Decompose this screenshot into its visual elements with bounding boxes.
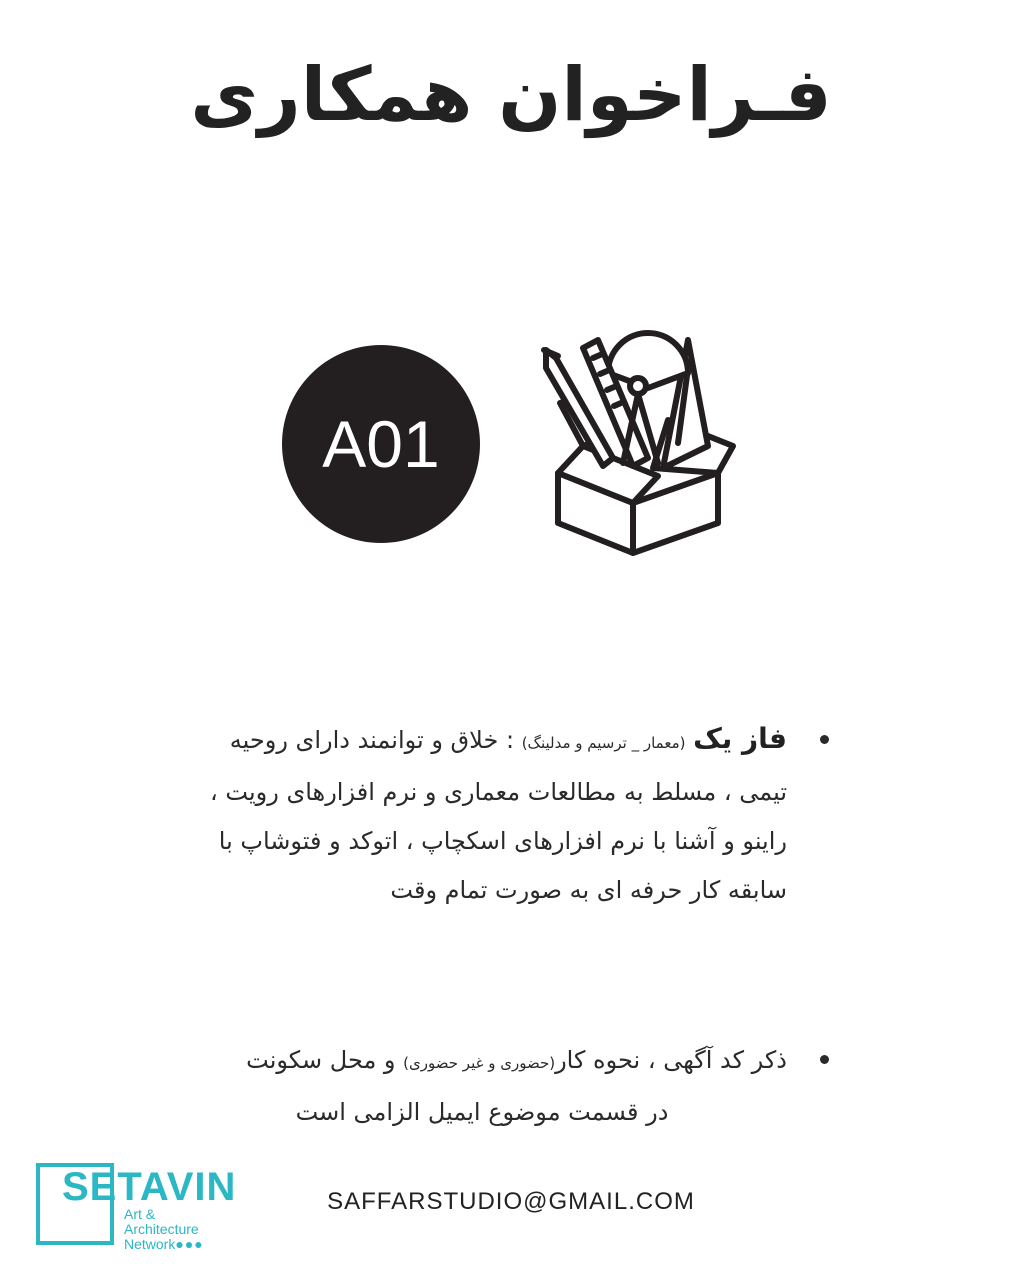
box-of-drafting-tools-icon [538,328,748,560]
logo-name: SETAVIN [62,1165,237,1209]
instruction-text-a: ذکر کد آگهی ، نحوه کار [555,1046,787,1074]
instruction-paren: (حضوری و غیر حضوری) [403,1054,556,1072]
application-instructions [177,1036,787,1137]
logo-tagline [124,1207,204,1252]
logo-dots-icon: ●●● [175,1236,204,1252]
phase-label: فاز یک [693,722,787,755]
job-code: A01 [322,407,440,481]
logo-line-1: Art & [124,1206,156,1222]
watermark-logo [36,1163,237,1252]
instruction-text-b: و محل سکونت [246,1046,404,1074]
bullet-icon [820,1055,829,1064]
job-code-badge [282,345,480,543]
instruction-line-2: در قسمت موضوع ایمیل الزامی است [295,1098,669,1126]
logo-line-3: Network [124,1236,176,1252]
contact-email[interactable]: SAFFARSTUDIO@GMAIL.COM [327,1188,695,1215]
page-title: فـراخوان همکاری [190,52,832,138]
job-description [177,714,787,915]
bullet-icon [820,735,829,744]
phase-role: (معمار _ ترسیم و مدلینگ) [521,734,686,752]
phase-requirements: : خلاق و توانمند دارای روحیه تیمی ، مسلط به مطالعات معماری و نرم افزارهای رویت ، راینو و آشنا با نرم افزارهای اسکچاپ ، اتوکد و فتوشاپ با سابقه کار حرفه ای به صورت تمام وقت [210,726,787,904]
logo-line-2: Architecture [124,1221,199,1237]
